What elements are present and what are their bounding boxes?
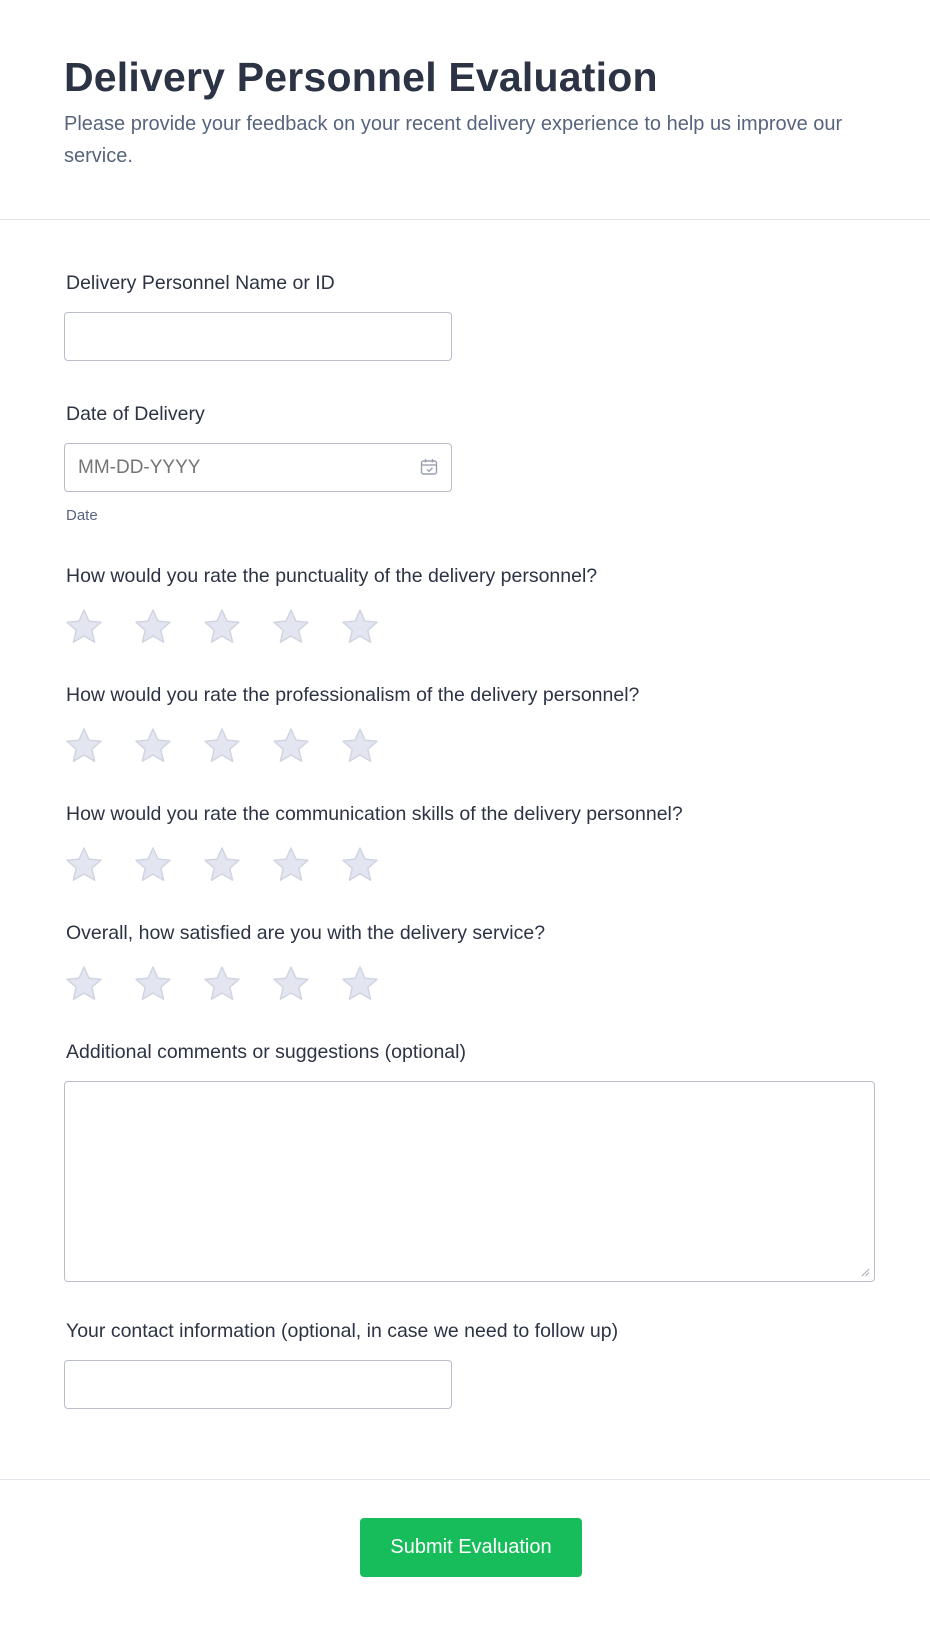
field-delivery-date — [64, 401, 866, 563]
star-icon[interactable] — [64, 607, 104, 647]
overall-rating — [64, 964, 866, 1004]
delivery-date-input[interactable] — [64, 443, 452, 492]
field-overall — [64, 920, 866, 1039]
field-personnel-name — [64, 270, 866, 401]
field-comments — [64, 1039, 866, 1318]
professionalism-label: How would you rate the professionalism of the delivery personnel? — [66, 684, 640, 706]
star-icon[interactable] — [271, 845, 311, 885]
personnel-name-input[interactable] — [64, 312, 452, 361]
punctuality-rating — [64, 607, 866, 647]
form-title: Delivery Personnel Evaluation — [64, 54, 658, 100]
delivery-date-label: Date of Delivery — [66, 403, 205, 425]
comments-label: Additional comments or suggestions (optional) — [66, 1041, 466, 1063]
star-icon[interactable] — [340, 607, 380, 647]
field-professionalism — [64, 682, 866, 801]
overall-label: Overall, how satisfied are you with the delivery service? — [66, 922, 546, 944]
star-icon[interactable] — [64, 845, 104, 885]
communication-label: How would you rate the communication skills of the delivery personnel? — [66, 803, 683, 825]
star-icon[interactable] — [202, 845, 242, 885]
star-icon[interactable] — [133, 964, 173, 1004]
contact-input[interactable] — [64, 1360, 452, 1409]
field-communication — [64, 801, 866, 920]
contact-label: Your contact information (optional, in case we need to follow up) — [66, 1320, 619, 1342]
star-icon[interactable] — [202, 607, 242, 647]
field-contact — [64, 1318, 866, 1409]
star-icon[interactable] — [64, 726, 104, 766]
star-icon[interactable] — [271, 726, 311, 766]
punctuality-label: How would you rate the punctuality of the delivery personnel? — [66, 565, 598, 587]
star-icon[interactable] — [133, 726, 173, 766]
resize-grip-icon[interactable] — [860, 1267, 870, 1277]
star-icon[interactable] — [202, 726, 242, 766]
delivery-date-sublabel: Date — [66, 507, 98, 524]
field-punctuality — [64, 563, 866, 682]
star-icon[interactable] — [340, 845, 380, 885]
submit-button[interactable]: Submit Evaluation — [360, 1518, 582, 1577]
star-icon[interactable] — [64, 964, 104, 1004]
star-icon[interactable] — [340, 726, 380, 766]
star-icon[interactable] — [133, 845, 173, 885]
star-icon[interactable] — [340, 964, 380, 1004]
form-header — [0, 0, 930, 220]
star-icon[interactable] — [271, 607, 311, 647]
comments-textarea[interactable] — [64, 1081, 875, 1282]
delivery-date-wrapper — [64, 443, 452, 492]
communication-rating — [64, 845, 866, 885]
star-icon[interactable] — [133, 607, 173, 647]
form-body — [0, 220, 930, 1409]
professionalism-rating — [64, 726, 866, 766]
form-subtitle: Please provide your feedback on your recent delivery experience to help us improve our service. — [64, 113, 843, 167]
star-icon[interactable] — [202, 964, 242, 1004]
star-icon[interactable] — [271, 964, 311, 1004]
personnel-name-label: Delivery Personnel Name or ID — [66, 272, 335, 294]
calendar-icon[interactable] — [419, 457, 439, 477]
form-footer — [0, 1479, 930, 1626]
